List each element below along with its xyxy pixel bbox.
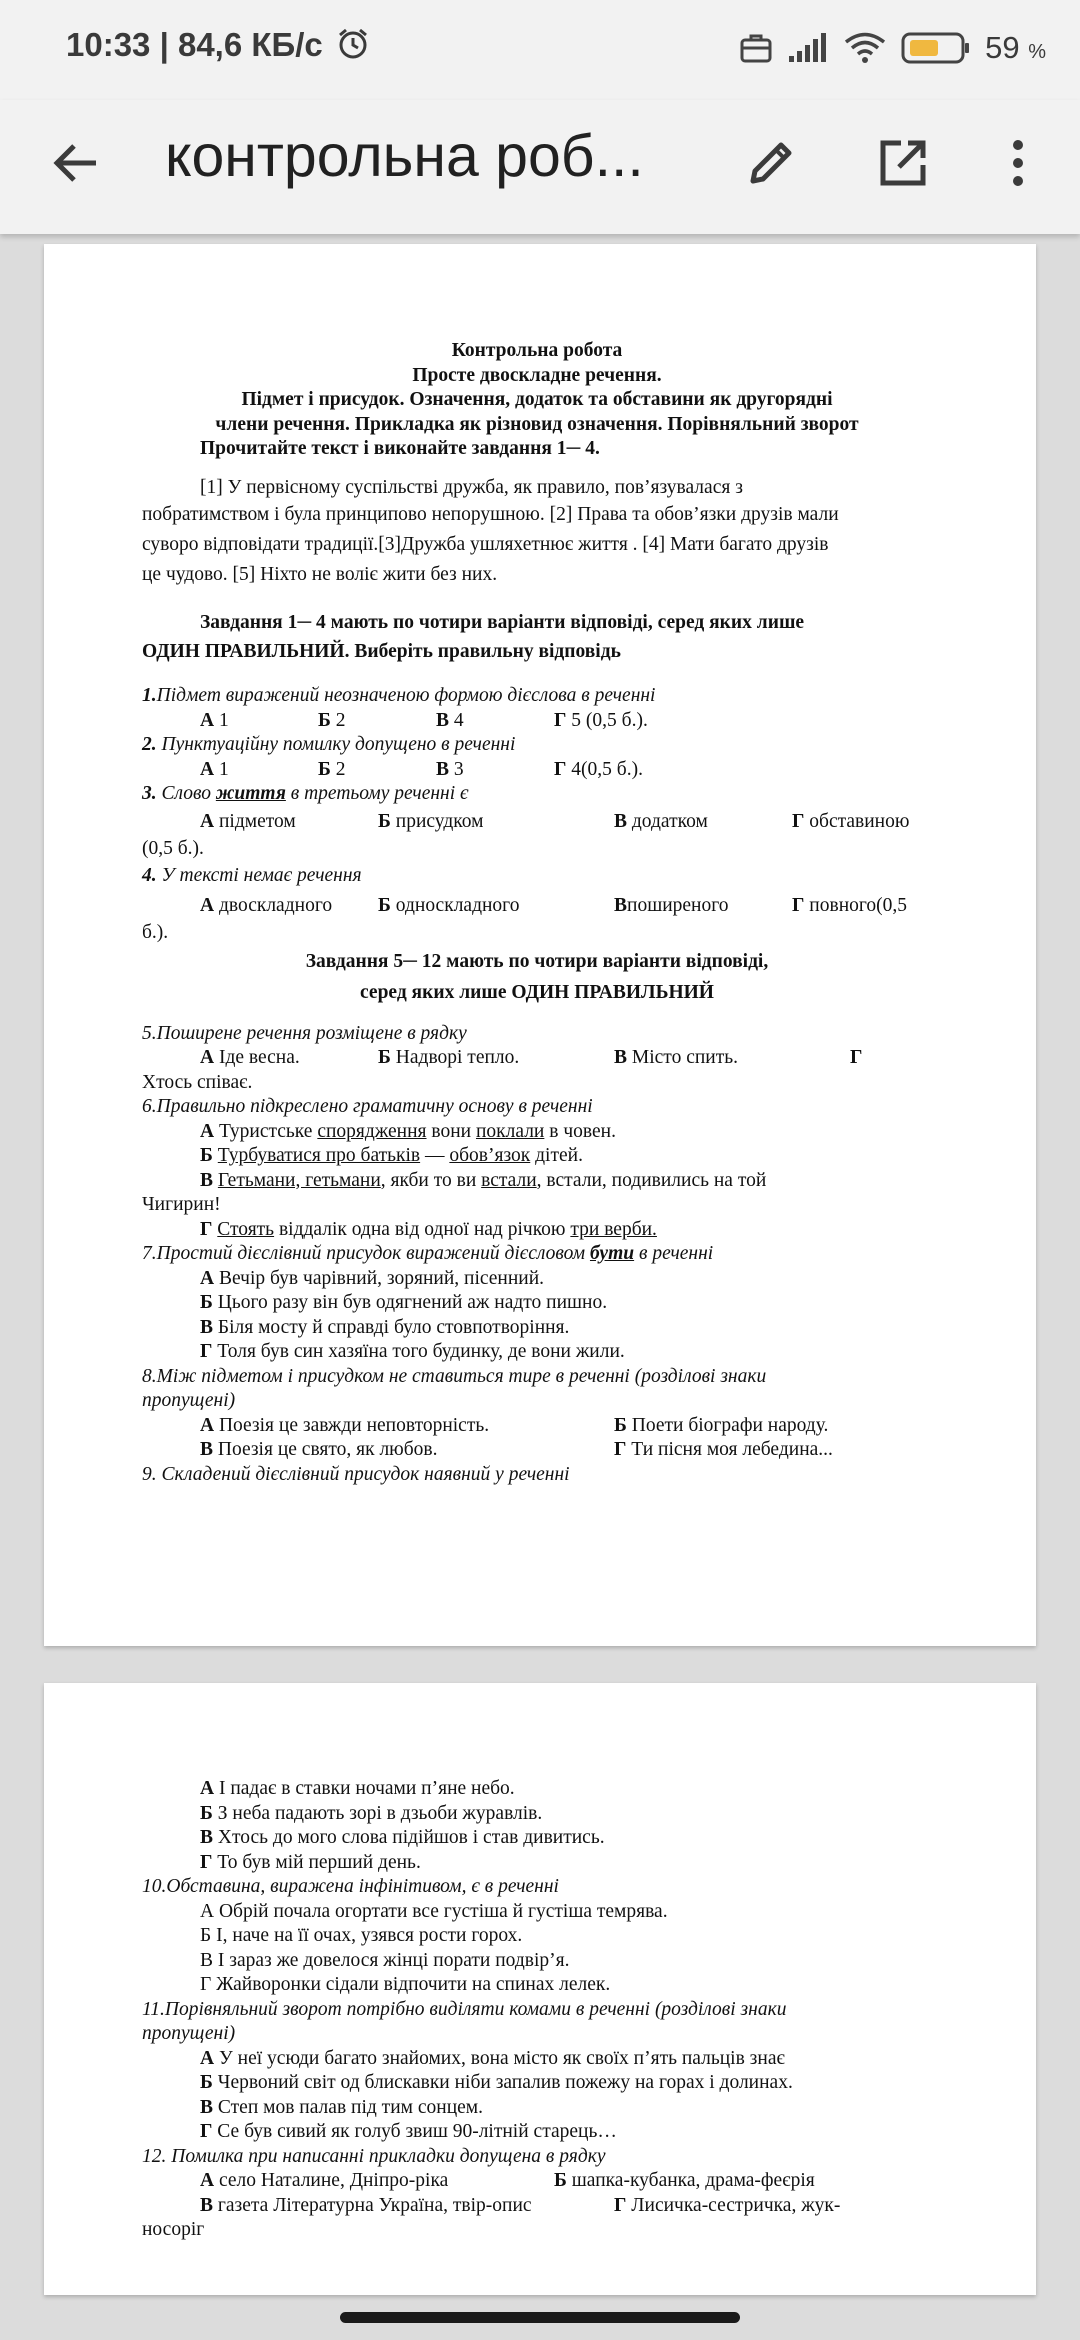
question-7-option: А Вечір був чарівний, зоряний, пісенний. <box>200 1267 545 1289</box>
question-5-tail: Хтось співає. <box>142 1071 253 1093</box>
question-6-option-c: В Гетьмани, гетьмани, якби то ви встали, встали, подивились на той <box>200 1169 767 1191</box>
question-7-option: Б Цього разу він був одягнений аж надто пишно. <box>200 1292 608 1313</box>
pencil-icon <box>743 135 799 191</box>
more-options-button[interactable] <box>985 130 1051 196</box>
page-2-content <box>142 1777 932 2243</box>
section-heading: серед яких лише ОДИН ПРАВИЛЬНИЙ <box>360 981 714 1003</box>
question-6-option-d: Г Стоять віддалік одна від одної над річкою три верби. <box>200 1218 657 1240</box>
question-11-option: А У неї усюди багато знайомих, вона місто як своїх п’ять пальців знає <box>200 2047 785 2069</box>
open-in-new-icon <box>875 135 931 191</box>
question-6-option-a: А Туристське спорядження вони поклали в човен. <box>200 1120 616 1142</box>
question-3-tail: (0,5 б.). <box>142 837 204 859</box>
question-9-option: А І падає в ставки ночами п’яне небо. <box>200 1778 515 1799</box>
question-11-option: В Степ мов палав під тим сонцем. <box>200 2096 483 2118</box>
question-10: 10.Обставина, виражена інфінітивом, є в реченні <box>142 1876 559 1897</box>
question-7: 7.Простий дієслівний присудок виражений дієсловом бути в реченні <box>142 1243 714 1264</box>
back-button[interactable] <box>43 130 109 196</box>
text-line: це чудово. [5] Ніхто не воліє жити без них. <box>142 564 498 585</box>
question-1: 1.Підмет виражений неозначеною формою дієслова в реченні <box>142 685 656 706</box>
question-11-cont: пропущені) <box>142 2023 236 2044</box>
document-title: контрольна роб... <box>165 123 644 189</box>
edit-button[interactable] <box>738 130 804 196</box>
app-bar <box>0 100 1080 234</box>
doc-heading-line: Просте двоскладне речення. <box>412 364 662 386</box>
section-heading: Завдання 1─ 4 мають по чотири варіанти відповіді, серед яких лише <box>200 612 805 633</box>
question-3: 3. Слово життя в третьому реченні є <box>142 783 469 804</box>
battery-percent: 59 % <box>985 30 1046 65</box>
question-4: 4. У тексті немає речення <box>142 865 362 886</box>
open-external-button[interactable] <box>870 130 936 196</box>
question-6: 6.Правильно підкреслено граматичну основу в реченні <box>142 1096 593 1117</box>
question-12-options-ab: А село Наталине, Дніпро-ріка Б шапка-кубанка, драма-феєрія <box>200 2170 815 2191</box>
text-line: побратимством і була принципово непорушною. [2] Права та обов’язки друзів мали <box>142 504 839 525</box>
question-8-options-cd: В Поезія це свято, як любов. Г Ти пісня моя лебедина... <box>200 1439 833 1460</box>
question-10-option: В І зараз же довелося жінці порати подвір’я. <box>200 1949 570 1971</box>
question-10-option: Б І, наче на її очах, узявся рости горох. <box>200 1925 523 1946</box>
text-line: [1] У первісному суспільстві дружба, як правило, пов’язувалася з <box>200 476 743 498</box>
doc-instruction: Прочитайте текст і виконайте завдання 1─ 4. <box>200 438 600 459</box>
question-9-option: В Хтось до мого слова підійшов і став дивитись. <box>200 1827 605 1848</box>
question-2: 2. Пунктуаційну помилку допущено в реченні <box>142 734 516 755</box>
question-9: 9. Складений дієслівний присудок наявний у реченні <box>142 1463 570 1485</box>
doc-heading-line: Контрольна робота <box>451 340 623 361</box>
status-icons <box>739 26 1046 70</box>
question-12-tail: носоріг <box>142 2219 205 2240</box>
question-11: 11.Порівняльний зворот потрібно виділяти комами в реченні (розділові знаки <box>142 1998 787 2020</box>
work-profile-icon <box>739 32 773 64</box>
question-5-options: А Іде весна. Б Надворі тепло. В Місто спить. Г <box>200 1047 863 1068</box>
section-heading: Завдання 5─ 12 мають по чотири варіанти відповіді, <box>305 950 769 972</box>
wifi-icon <box>843 31 887 65</box>
question-11-option: Г Се був сивий як голуб звиш 90-літній старець… <box>200 2121 617 2142</box>
section-heading: ОДИН ПРАВИЛЬНИЙ. Виберіть правильну відповідь <box>142 641 621 662</box>
battery-icon <box>901 31 971 65</box>
question-3-options: А підметом Б присудком В додатком Г обставиною <box>200 810 910 832</box>
question-9-option: Г То був мій перший день. <box>200 1851 421 1873</box>
doc-heading-line: члени речення. Прикладка як різновид означення. Порівняльний зворот <box>215 413 859 435</box>
status-bar <box>0 0 1080 100</box>
question-4-tail: б.). <box>142 922 169 943</box>
question-10-option: Г Жайворонки сідали відпочити на спинах лелек. <box>200 1974 611 1995</box>
question-5: 5.Поширене речення розміщене в рядку <box>142 1022 467 1044</box>
question-6-option-c-tail: Чигирин! <box>142 1194 221 1215</box>
question-10-option: А Обрій почала огортати все густіша й густіша темрява. <box>200 1900 668 1922</box>
page-1-content <box>142 339 932 1487</box>
question-8: 8.Між підметом і присудком не ставиться тире в реченні (розділові знаки <box>142 1365 767 1387</box>
question-7-option: В Біля мосту й справді було стовпотворіння. <box>200 1316 570 1338</box>
more-vert-icon <box>1008 137 1028 189</box>
question-11-option: Б Червоний світ од блискавки ніби запалив пожежу на горах і долинах. <box>200 2072 793 2093</box>
doc-heading-line: Підмет і присудок. Означення, додаток та обставини як другорядні <box>241 389 833 410</box>
text-line: суворо відповідати традиції.[3]Дружба ушляхетнює життя . [4] Мати багато друзів <box>142 534 829 555</box>
alarm-icon <box>336 27 370 61</box>
home-indicator[interactable] <box>340 2312 740 2323</box>
question-7-option: Г Толя був син хазяїна того будинку, де вони жили. <box>200 1341 625 1362</box>
signal-icon <box>787 32 829 64</box>
question-12: 12. Помилка при написанні прикладки допущена в рядку <box>142 2145 606 2167</box>
question-9-option: Б З неба падають зорі в дзьоби журавлів. <box>200 1802 543 1824</box>
question-1-options: А 1 Б 2 В 4 Г 5 (0,5 б.). <box>200 709 648 731</box>
question-8-cont: пропущені) <box>142 1390 236 1411</box>
back-arrow-icon <box>50 137 102 189</box>
question-4-options: А двоскладного Б односкладного Впоширеного Г повного(0,5 <box>200 895 908 916</box>
question-8-options-ab: А Поезія це завжди неповторність. Б Поети біографи народу. <box>200 1414 829 1436</box>
question-2-options: А 1 Б 2 В 3 Г 4(0,5 б.). <box>200 758 643 780</box>
question-12-options-cd: В газета Літературна Україна, твір-опис Г Лисичка-сестричка, жук- <box>200 2194 841 2216</box>
status-time: 10:33 | 84,6 КБ/с <box>66 26 370 64</box>
question-6-option-b: Б Турбуватися про батьків — обов’язок дітей. <box>200 1145 583 1166</box>
